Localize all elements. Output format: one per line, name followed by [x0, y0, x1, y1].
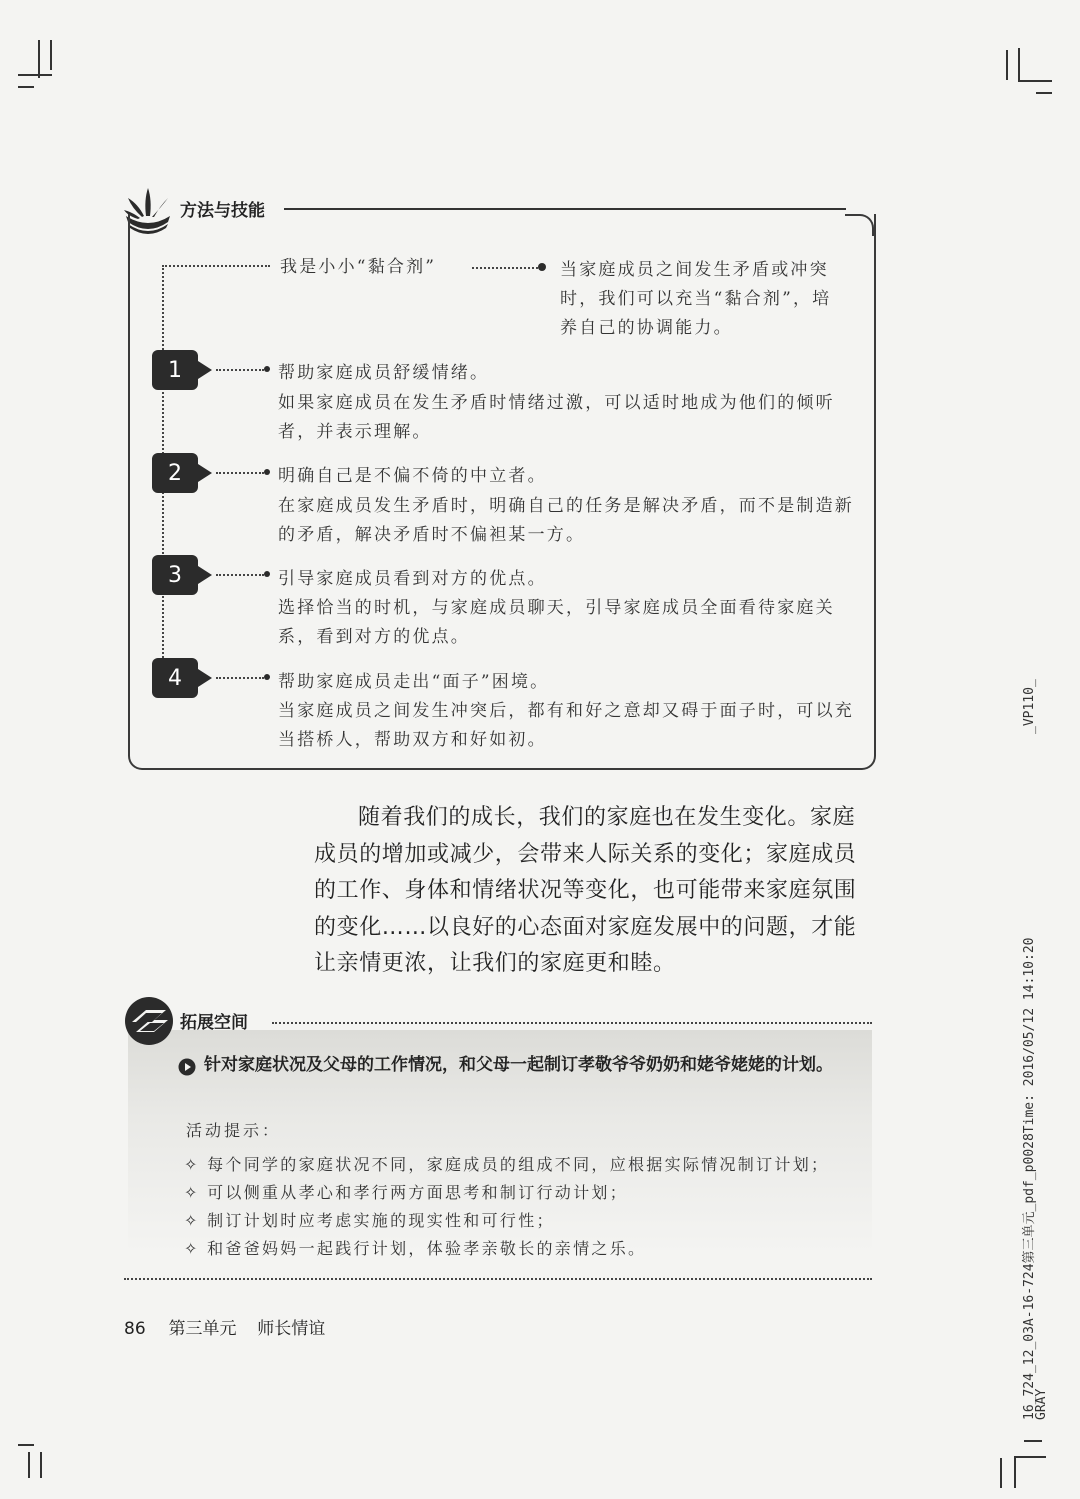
hint-label: 活动提示： — [186, 1121, 282, 1140]
diamond-bullet-icon: ✧ — [184, 1155, 200, 1174]
hint-text: 和爸爸妈妈一起践行计划，体验孝亲敬长的亲情之乐。 — [207, 1239, 647, 1258]
expand-section-title: 拓展空间 — [180, 1013, 248, 1033]
method-section-title: 方法与技能 — [180, 201, 265, 221]
footer-unit-title: 师长情谊 — [257, 1319, 326, 1339]
diamond-bullet-icon: ✧ — [184, 1211, 200, 1230]
hint-text: 每个同学的家庭状况不同，家庭成员的组成不同，应根据实际情况制订计划； — [207, 1155, 830, 1174]
expand-section-icon — [124, 996, 174, 1046]
hint-item — [184, 1152, 829, 1175]
step-body: 选择恰当的时机，与家庭成员聊天，引导家庭成员全面看待家庭关系，看到对方的优点。 — [278, 598, 835, 647]
hint-item — [184, 1236, 646, 1259]
step-body: 在家庭成员发生矛盾时，明确自己的任务是解决矛盾，而不是制造新的矛盾，解决矛盾时不偏袒某一方。 — [278, 496, 854, 545]
step-leader — [216, 369, 264, 371]
diamond-bullet-icon: ✧ — [184, 1183, 200, 1202]
crop-mark — [1000, 1458, 1002, 1488]
step-dot — [264, 674, 270, 680]
margin-file-info: 16_724_12_03A-16-724第三单元_pdf_p0028Time: 2016/05/12 14:10:20 — [1022, 937, 1037, 1420]
hint-text: 可以侧重从孝心和孝行两方面思考和制订行动计划； — [207, 1183, 629, 1202]
hint-item — [184, 1208, 555, 1231]
intro-dot — [538, 263, 546, 271]
intro-desc-line: 养自己的协调能力。 — [560, 318, 733, 338]
intro-label: 我是小小“黏合剂” — [280, 257, 437, 277]
step-leader — [216, 677, 264, 679]
step-dot — [264, 571, 270, 577]
crop-mark — [50, 40, 52, 70]
intro-desc-line: 时，我们可以充当“黏合剂”，培 — [560, 289, 832, 309]
step-dot — [264, 366, 270, 372]
intro-leader — [472, 267, 538, 269]
crop-mark — [28, 1452, 30, 1478]
step-dot — [264, 469, 270, 475]
crop-mark — [1024, 1440, 1042, 1442]
step-heading: 明确自己是不偏不倚的中立者。 — [278, 466, 547, 486]
crop-mark — [1006, 50, 1008, 80]
crop-mark — [40, 1452, 42, 1478]
section-divider — [284, 208, 846, 210]
crop-mark — [18, 74, 52, 76]
crop-mark — [38, 40, 40, 78]
page-number: 86 — [124, 1319, 146, 1339]
page-footer — [124, 1314, 325, 1339]
step-body: 当家庭成员之间发生冲突后，都有和好之意却又碍于面子时，可以充当搭桥人，帮助双方和好如初。 — [278, 701, 854, 750]
crop-mark — [1014, 1458, 1016, 1488]
step-leader — [216, 574, 264, 576]
step-heading: 帮助家庭成员走出“面子”困境。 — [278, 672, 550, 692]
activity-task: 针对家庭状况及父母的工作情况，和父母一起制订孝敬爷爷奶奶和姥爷姥姥的计划。 — [204, 1055, 833, 1075]
crop-mark — [1018, 48, 1020, 82]
footer-unit: 第三单元 — [168, 1319, 237, 1339]
crop-mark — [18, 1444, 34, 1446]
section-divider — [272, 1022, 872, 1024]
step-leader — [216, 472, 264, 474]
step-badge: 1 — [152, 350, 198, 390]
hint-item — [184, 1180, 628, 1203]
main-paragraph: 随着我们的成长，我们的家庭也在发生变化。家庭成员的增加或减少，会带来人际关系的变化；家庭成员的工作、身体和情绪状况等变化，也可能带来家庭氛围的变化……以良好的心态面对家庭发展中的问题，才能让亲情更浓，让我们的家庭更和睦。 — [314, 805, 857, 976]
step-badge: 2 — [152, 453, 198, 493]
diamond-bullet-icon: ✧ — [184, 1239, 200, 1258]
hint-text: 制订计划时应考虑实施的现实性和可行性； — [207, 1211, 555, 1230]
section-end-divider — [124, 1278, 872, 1280]
step-heading: 帮助家庭成员舒缓情绪。 — [278, 363, 490, 383]
crop-mark — [18, 86, 34, 88]
step-heading: 引导家庭成员看到对方的优点。 — [278, 569, 547, 589]
intro-desc — [560, 256, 870, 343]
step-badge: 3 — [152, 555, 198, 595]
margin-color-mode: GRAY — [1034, 1388, 1049, 1420]
connector-line — [162, 265, 270, 267]
crop-mark — [1014, 1456, 1046, 1458]
intro-desc-line: 当家庭成员之间发生矛盾或冲突 — [560, 260, 829, 280]
step-badge: 4 — [152, 658, 198, 698]
crop-mark — [1018, 80, 1052, 82]
margin-code: _VP110_ — [1022, 679, 1037, 734]
crop-mark — [1036, 92, 1052, 94]
method-box-corner — [845, 214, 874, 236]
step-body: 如果家庭成员在发生矛盾时情绪过激，可以适时地成为他们的倾听者，并表示理解。 — [278, 393, 835, 442]
